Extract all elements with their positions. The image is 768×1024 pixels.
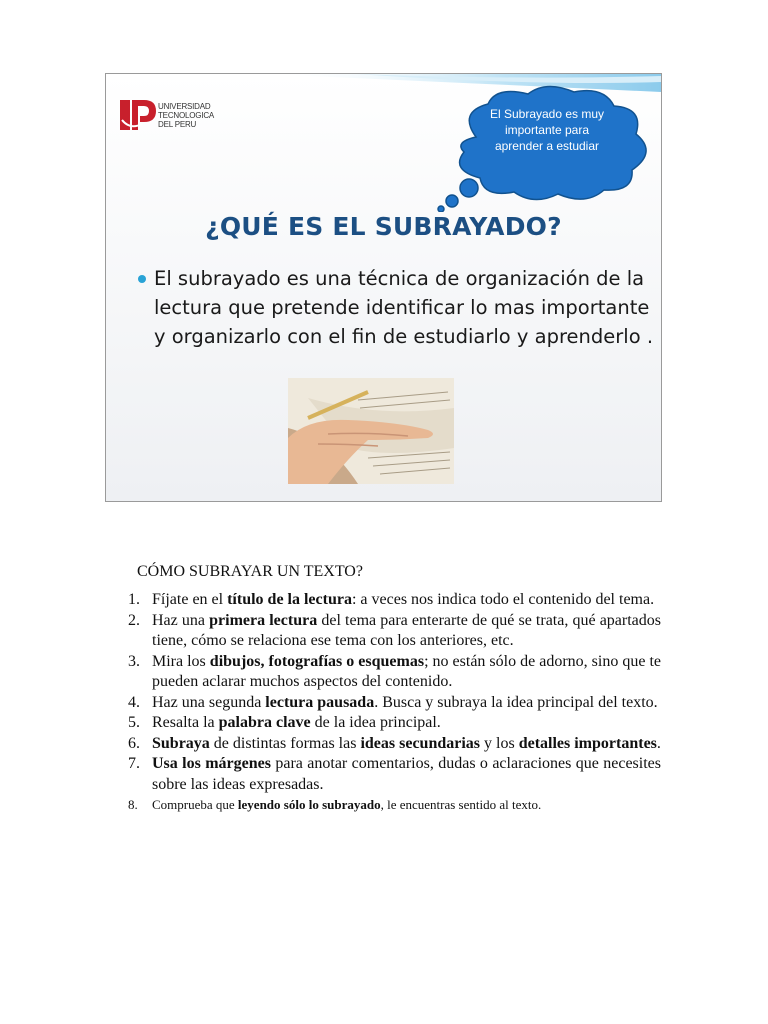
list-item (128, 734, 661, 755)
list-item-text: ; no están sólo de adorno, sino que te pueden aclarar muchos aspectos del contenido. (152, 652, 662, 690)
list-item-text: , le encuentras sentido al texto. (380, 797, 542, 812)
list-item-number: 2. (128, 611, 140, 629)
section-heading: CÓMO SUBRAYAR UN TEXTO? (137, 563, 363, 580)
list-item-text: Comprueba que (152, 797, 238, 812)
list-item-text: Haz una (152, 611, 210, 629)
list-item-number: 5. (128, 714, 140, 731)
bold-text: título de la lectura (227, 591, 352, 608)
list-item-text: . (656, 734, 661, 752)
bold-text: Usa los márgenes (152, 755, 271, 772)
list-item-text: y los (480, 734, 519, 752)
bold-text: Subraya (152, 734, 210, 752)
bold-text: palabra clave (218, 714, 311, 731)
bold-text: primera lectura (209, 611, 318, 629)
list-item-number: 6. (128, 734, 140, 752)
book-hand-photo (288, 378, 454, 484)
list-item-text: Mira los (152, 652, 210, 670)
logo-line-1: UNIVERSIDAD (158, 102, 211, 111)
list-item-text: Resalta la (152, 714, 219, 731)
tips-list (128, 590, 661, 813)
logo-line-2: TECNOLOGICA (158, 111, 215, 120)
list-item (128, 693, 661, 714)
bold-text: detalles importantes (518, 734, 657, 752)
list-item-text: de distintas formas las (209, 734, 361, 752)
list-item-text: Haz una segunda (152, 693, 266, 711)
list-item (128, 652, 661, 693)
bold-text: leyendo sólo lo subrayado (237, 797, 381, 812)
logo-text (158, 102, 214, 129)
bold-text: lectura pausada (265, 693, 375, 711)
logo-line-3: DEL PERU (158, 120, 197, 129)
slide-bullet-text: El subrayado es una técnica de organización de la lectura que pretende identificar lo mas importante y organizarlo con el fin de estudiarlo y aprenderlo . (154, 267, 654, 348)
list-item-number: 3. (128, 652, 140, 670)
slide-title: ¿QUÉ ES EL SUBRAYADO? (205, 212, 562, 241)
slide-image (105, 73, 662, 502)
list-item-number: 8. (128, 797, 138, 812)
list-item (128, 796, 661, 813)
list-item-text: del tema para enterarte de qué se trata, qué apartados tiene, cómo se relaciona ese tema con los anteriores, etc. (152, 611, 662, 649)
list-item-number: 4. (128, 693, 140, 711)
bold-text: dibujos, fotografías o esquemas (209, 652, 425, 670)
list-item-text: . Busca y subraya la idea principal del texto. (374, 693, 658, 711)
cloud-text: El Subrayado es muy importante para aprender a estudiar (489, 107, 605, 153)
bullet-dot (138, 275, 146, 283)
list-item (128, 590, 661, 611)
list-item-text: para anotar comentarios, dudas o aclaraciones que necesites sobre las ideas expresadas. (152, 755, 661, 793)
list-item-text: : a veces nos indica todo el contenido del tema. (351, 591, 655, 608)
list-item (128, 754, 661, 795)
list-item-number: 7. (128, 755, 140, 772)
list-item-number: 1. (128, 591, 140, 608)
list-item (128, 713, 661, 734)
list-item-text: Fíjate en el (152, 591, 228, 608)
bold-text: ideas secundarias (360, 734, 481, 752)
list-item-text: de la idea principal. (310, 714, 441, 731)
list-item (128, 611, 661, 652)
slide-bullet (136, 264, 662, 351)
